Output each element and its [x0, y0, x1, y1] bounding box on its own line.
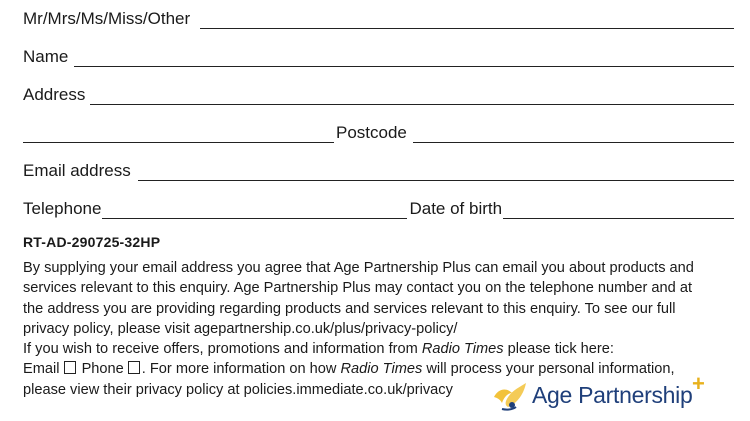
tick-line: Email Phone . For more information on how Radio Times will process your personal information, [23, 361, 675, 378]
title-field[interactable] [200, 13, 734, 29]
consent-line-1: By supplying your email address you agree that Age Partnership Plus can email you about products and [23, 260, 694, 276]
publication-name: Radio Times [421, 341, 504, 358]
email-field[interactable] [138, 165, 734, 181]
telephone-row [23, 199, 734, 219]
phone-checkbox[interactable] [128, 361, 140, 374]
title-row [23, 9, 734, 29]
publication-name-2: Radio Times [340, 361, 423, 378]
dob-label: Date of birth [409, 199, 503, 218]
consent-line-2: services relevant to this enquiry. Age Partnership Plus may contact you on the telephone number and at [23, 280, 692, 297]
bird-icon [492, 379, 528, 411]
address-row [23, 85, 734, 105]
email-row [23, 161, 734, 181]
telephone-field[interactable] [102, 203, 407, 219]
email-option-label: Email [23, 361, 60, 378]
postcode-row [23, 123, 734, 143]
address-line-2-field[interactable] [23, 127, 334, 143]
consent-line-3: the address you are providing regarding products and services relevant to this enquiry. To see our full [23, 300, 676, 317]
email-label: Email address [23, 161, 131, 180]
logo-text: Age Partnership [532, 381, 693, 408]
name-label: Name [23, 47, 69, 66]
consent-line-4: privacy policy, please visit agepartnership.co.uk/plus/privacy-policy/ [23, 320, 458, 337]
consent-last-line: please view their privacy policy at policies.immediate.co.uk/privacy [23, 381, 453, 398]
reference-code: RT-AD-290725-32HP [23, 234, 161, 250]
name-field[interactable] [74, 51, 734, 67]
address-field[interactable] [90, 89, 734, 105]
telephone-label: Telephone [23, 199, 102, 218]
dob-field[interactable] [503, 203, 734, 219]
name-row [23, 47, 734, 67]
address-label: Address [23, 85, 86, 104]
phone-option-label: Phone [81, 361, 124, 378]
email-checkbox[interactable] [64, 361, 76, 374]
age-partnership-logo [492, 371, 722, 412]
title-label: Mr/Mrs/Ms/Miss/Other [23, 9, 191, 28]
postcode-field[interactable] [413, 127, 734, 143]
logo-plus: + [692, 371, 705, 396]
offers-line: If you wish to receive offers, promotions and information from Radio Times please tick here: [23, 341, 614, 358]
postcode-label: Postcode [336, 123, 407, 142]
